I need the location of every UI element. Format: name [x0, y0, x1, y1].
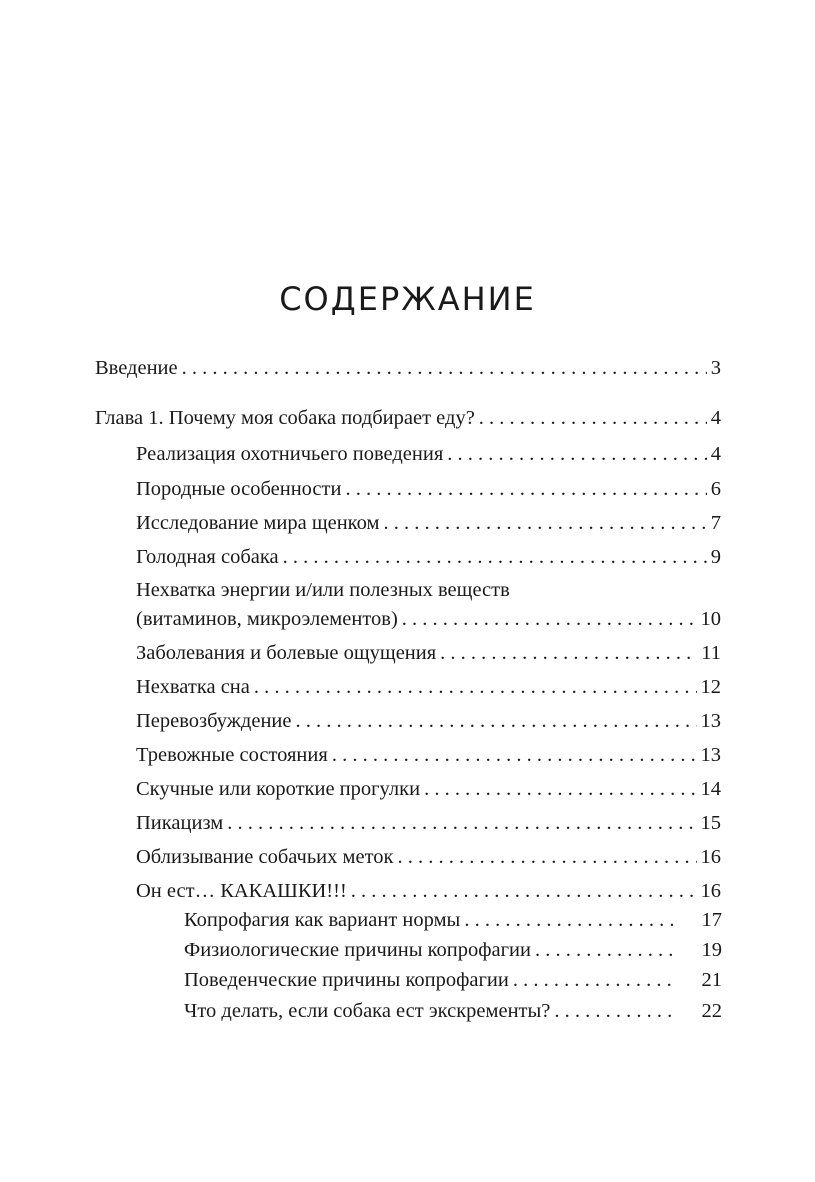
toc-entry-subsection[interactable]: [184, 938, 722, 962]
toc-page-number: 17: [701, 909, 722, 931]
toc-page-number: 4: [710, 407, 721, 429]
toc-page-number: 4: [710, 443, 721, 465]
dot-leader: [402, 607, 697, 631]
dot-leader: [447, 442, 706, 466]
toc-entry-intro[interactable]: [95, 356, 721, 380]
toc-entry-label: Тревожные состояния: [136, 744, 328, 766]
toc-entry-label: Реализация охотничьего поведения: [136, 443, 444, 465]
dot-leader: [383, 511, 706, 535]
dot-leader: [424, 777, 696, 801]
toc-entry-label: Голодная собака: [136, 546, 279, 568]
toc-entry-label: Он ест… КАКАШКИ!!!: [136, 880, 347, 902]
dot-leader: [351, 879, 697, 903]
dot-leader: [332, 743, 697, 767]
toc-entry-section[interactable]: [136, 811, 721, 835]
toc-page-number: 13: [700, 744, 721, 766]
toc-entry-label: Поведенческие причины копрофагии: [184, 969, 509, 991]
toc-page-number: 21: [701, 969, 722, 991]
toc-entry-section[interactable]: [136, 879, 721, 903]
toc-entry-label: Заболевания и болевые ощущения: [136, 642, 437, 664]
toc-entry-label: (витаминов, микроэлементов): [136, 608, 398, 630]
toc-page-number: 3: [710, 357, 721, 379]
toc-entry-section[interactable]: [136, 477, 721, 501]
dot-leader: [464, 908, 678, 932]
toc-entry-label-line: Нехватка энергии и/или полезных веществ: [136, 579, 510, 601]
toc-page-number: 16: [700, 880, 721, 902]
toc-entry-label: Копрофагия как вариант нормы: [184, 909, 461, 931]
toc-page-number: 12: [700, 676, 721, 698]
dot-leader: [398, 845, 697, 869]
toc-entry-subsection[interactable]: [184, 999, 722, 1023]
page-title: СОДЕРЖАНИЕ: [279, 280, 536, 318]
toc-page-number: 7: [710, 512, 721, 534]
toc-entry-label: Физиологические причины копрофагии: [184, 939, 531, 961]
toc-entry-section[interactable]: [136, 545, 721, 569]
toc-entry-label: Пикацизм: [136, 812, 224, 834]
dot-leader: [227, 811, 696, 835]
toc-page-number: 16: [700, 846, 721, 868]
toc-page-number: 11: [701, 642, 721, 664]
toc-entry-section[interactable]: [136, 607, 721, 631]
toc-entry-section[interactable]: [136, 709, 721, 733]
toc-entry-section[interactable]: [136, 442, 721, 466]
toc-page-number: 15: [700, 812, 721, 834]
toc-entry-label: Исследование мира щенком: [136, 512, 380, 534]
dot-leader: [440, 641, 697, 665]
toc-page-number: 22: [701, 1000, 722, 1022]
toc-entry-label: Глава 1. Почему моя собака подбирает еду?: [95, 407, 475, 429]
toc-entry-label: Что делать, если собака ест экскременты?: [184, 1000, 551, 1022]
toc-entry-section[interactable]: [136, 743, 721, 767]
toc-page-number: 14: [700, 778, 721, 800]
dot-leader: [283, 545, 707, 569]
toc-entry-label: Введение: [95, 357, 178, 379]
toc-entry-label: Нехватка сна: [136, 676, 250, 698]
toc-entry-section[interactable]: [136, 777, 721, 801]
toc-entry-section[interactable]: [136, 641, 721, 665]
toc-entry-section[interactable]: [136, 511, 721, 535]
dot-leader: [479, 406, 707, 430]
toc-entry-chapter-1[interactable]: [95, 406, 721, 430]
toc-entry-subsection[interactable]: [184, 968, 722, 992]
dot-leader: [254, 675, 697, 699]
toc-page-number: 6: [710, 478, 721, 500]
toc-page-number: 10: [700, 608, 721, 630]
dot-leader: [535, 938, 678, 962]
toc-page-number: 13: [700, 710, 721, 732]
dot-leader: [554, 999, 678, 1023]
dot-leader: [345, 477, 706, 501]
toc-entry-label: Породные особенности: [136, 478, 342, 500]
toc-entry-label: Облизывание собачьих меток: [136, 846, 394, 868]
dot-leader: [296, 709, 697, 733]
toc-page-number: 9: [710, 546, 721, 568]
toc-entry-label: Скучные или короткие прогулки: [136, 778, 421, 800]
toc-entry-label: Перевозбуждение: [136, 710, 292, 732]
dot-leader: [513, 968, 678, 992]
dot-leader: [182, 356, 707, 380]
toc-entry-subsection[interactable]: [184, 908, 722, 932]
toc-entry-section[interactable]: [136, 845, 721, 869]
toc-page-number: 19: [701, 939, 722, 961]
toc-entry-section[interactable]: [136, 675, 721, 699]
